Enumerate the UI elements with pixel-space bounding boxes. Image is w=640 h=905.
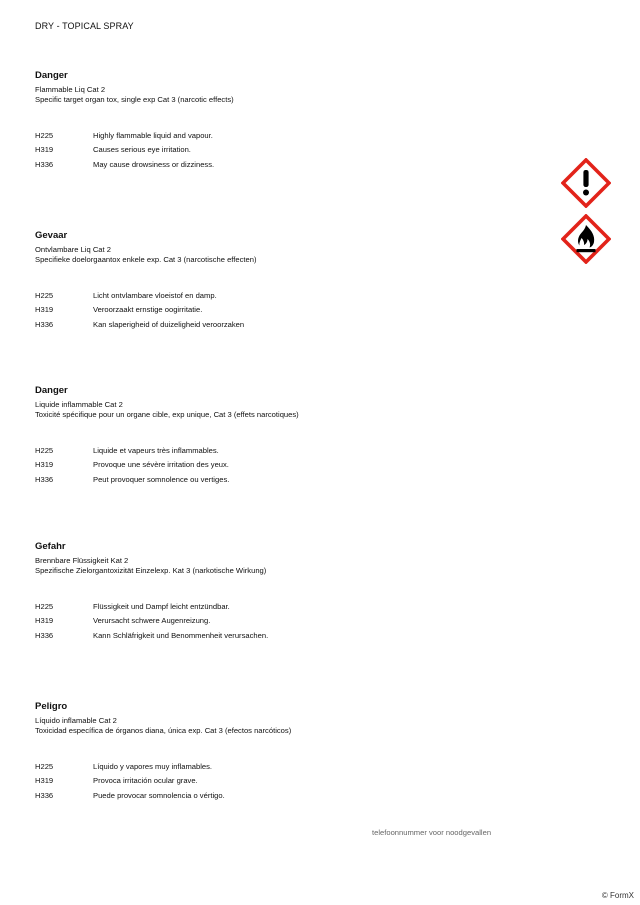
hazard-statement (35, 129, 555, 143)
hazard-statement (35, 458, 555, 472)
hazard-text: Veroorzaakt ernstige oogirritatie. (93, 305, 203, 315)
emergency-phone-label: telefoonnummer voor noodgevallen (372, 828, 492, 837)
hazard-text: Puede provocar somnolencia o vértigo. (93, 790, 225, 800)
hazard-code: H319 (35, 145, 54, 155)
hazard-text: Liquide et vapeurs très inflammables. (93, 446, 219, 455)
hazard-statement (35, 143, 555, 157)
hazard-statement (35, 600, 555, 614)
hazard-code: H336 (35, 790, 54, 800)
hazard-code: H319 (35, 305, 54, 315)
hazard-code: H336 (35, 159, 54, 169)
hazard-statement-list (35, 444, 555, 487)
hazard-code: H319 (35, 616, 54, 626)
ghs-pictograms (561, 158, 611, 270)
document-title: DRY - TOPICAL SPRAY (35, 21, 134, 31)
hazard-code: H225 (35, 762, 54, 771)
copyright-notice: © FormX (601, 891, 634, 900)
hazard-statement (35, 158, 555, 172)
hazard-text: Causes serious eye irritation. (93, 145, 191, 155)
hazard-text: Verursacht schwere Augenreizung. (93, 616, 211, 626)
hazard-text: Kann Schläfrigkeit und Benommenheit verursachen. (93, 630, 269, 640)
hazard-code: H225 (35, 446, 54, 455)
hazard-text: Highly flammable liquid and vapour. (93, 131, 213, 140)
signal-word: Gevaar (35, 230, 68, 241)
signal-word: Peligro (35, 701, 68, 712)
classification-line: Toxicidad específica de órganos diana, única exp. Cat 3 (efectos narcóticos) (35, 726, 292, 735)
hazard-text: Provoca irritación ocular grave. (93, 776, 198, 786)
hazard-statement (35, 444, 555, 458)
classification-line: Toxicité spécifique pour un organe cible, exp unique, Cat 3 (effets narcotiques) (35, 410, 299, 419)
classification-line: Flammable Liq Cat 2 (35, 85, 106, 94)
hazard-text: Flüssigkeit und Dampf leicht entzündbar. (93, 602, 230, 611)
hazard-code: H225 (35, 291, 54, 300)
classification-line: Spezifische Zielorgantoxizität Einzelexp. Kat 3 (narkotische Wirkung) (35, 566, 267, 575)
classification-line: Ontvlambare Liq Cat 2 (35, 245, 111, 254)
ghs-flame-icon (561, 214, 611, 264)
signal-word: Danger (35, 70, 68, 81)
hazard-text: Licht ontvlambare vloeistof en damp. (93, 291, 217, 300)
hazard-text: Peut provoquer somnolence ou vertiges. (93, 474, 230, 484)
hazard-text: Líquido y vapores muy inflamables. (93, 762, 213, 771)
hazard-section-de (35, 541, 555, 643)
hazard-statement (35, 789, 555, 803)
hazard-statement (35, 629, 555, 643)
hazard-code: H225 (35, 131, 54, 140)
hazard-code: H336 (35, 474, 54, 484)
hazard-text: Provoque une sévère irritation des yeux. (93, 460, 229, 470)
hazard-code: H319 (35, 776, 54, 786)
classification-line: Liquide inflammable Cat 2 (35, 400, 123, 409)
classification-line: Líquido inflamable Cat 2 (35, 716, 117, 725)
hazard-section-es (35, 701, 555, 803)
hazard-statement (35, 303, 555, 317)
hazard-text: May cause drowsiness or dizziness. (93, 159, 215, 169)
ghs-exclamation-mark-icon (561, 158, 611, 208)
hazard-statement-list (35, 600, 555, 643)
classification-line: Specific target organ tox, single exp Cat 3 (narcotic effects) (35, 95, 234, 104)
signal-word: Danger (35, 385, 68, 396)
hazard-section-en (35, 70, 555, 172)
hazard-statement (35, 774, 555, 788)
hazard-code: H319 (35, 460, 54, 470)
hazard-statement (35, 318, 555, 332)
hazard-section-fr (35, 385, 555, 487)
hazard-text: Kan slaperigheid of duizeligheid veroorzaken (93, 319, 245, 329)
hazard-statement-list (35, 760, 555, 803)
hazard-code: H336 (35, 630, 54, 640)
classification-line: Brennbare Flüssigkeit Kat 2 (35, 556, 129, 565)
hazard-statement (35, 289, 555, 303)
hazard-statement-list (35, 129, 555, 172)
hazard-statement-list (35, 289, 555, 332)
hazard-statement (35, 473, 555, 487)
hazard-statement (35, 760, 555, 774)
hazard-section-nl (35, 230, 555, 332)
classification-line: Specifieke doelorgaantox enkele exp. Cat 3 (narcotische effecten) (35, 255, 257, 264)
hazard-code: H225 (35, 602, 54, 611)
signal-word: Gefahr (35, 541, 66, 552)
hazard-code: H336 (35, 319, 54, 329)
hazard-statement (35, 614, 555, 628)
